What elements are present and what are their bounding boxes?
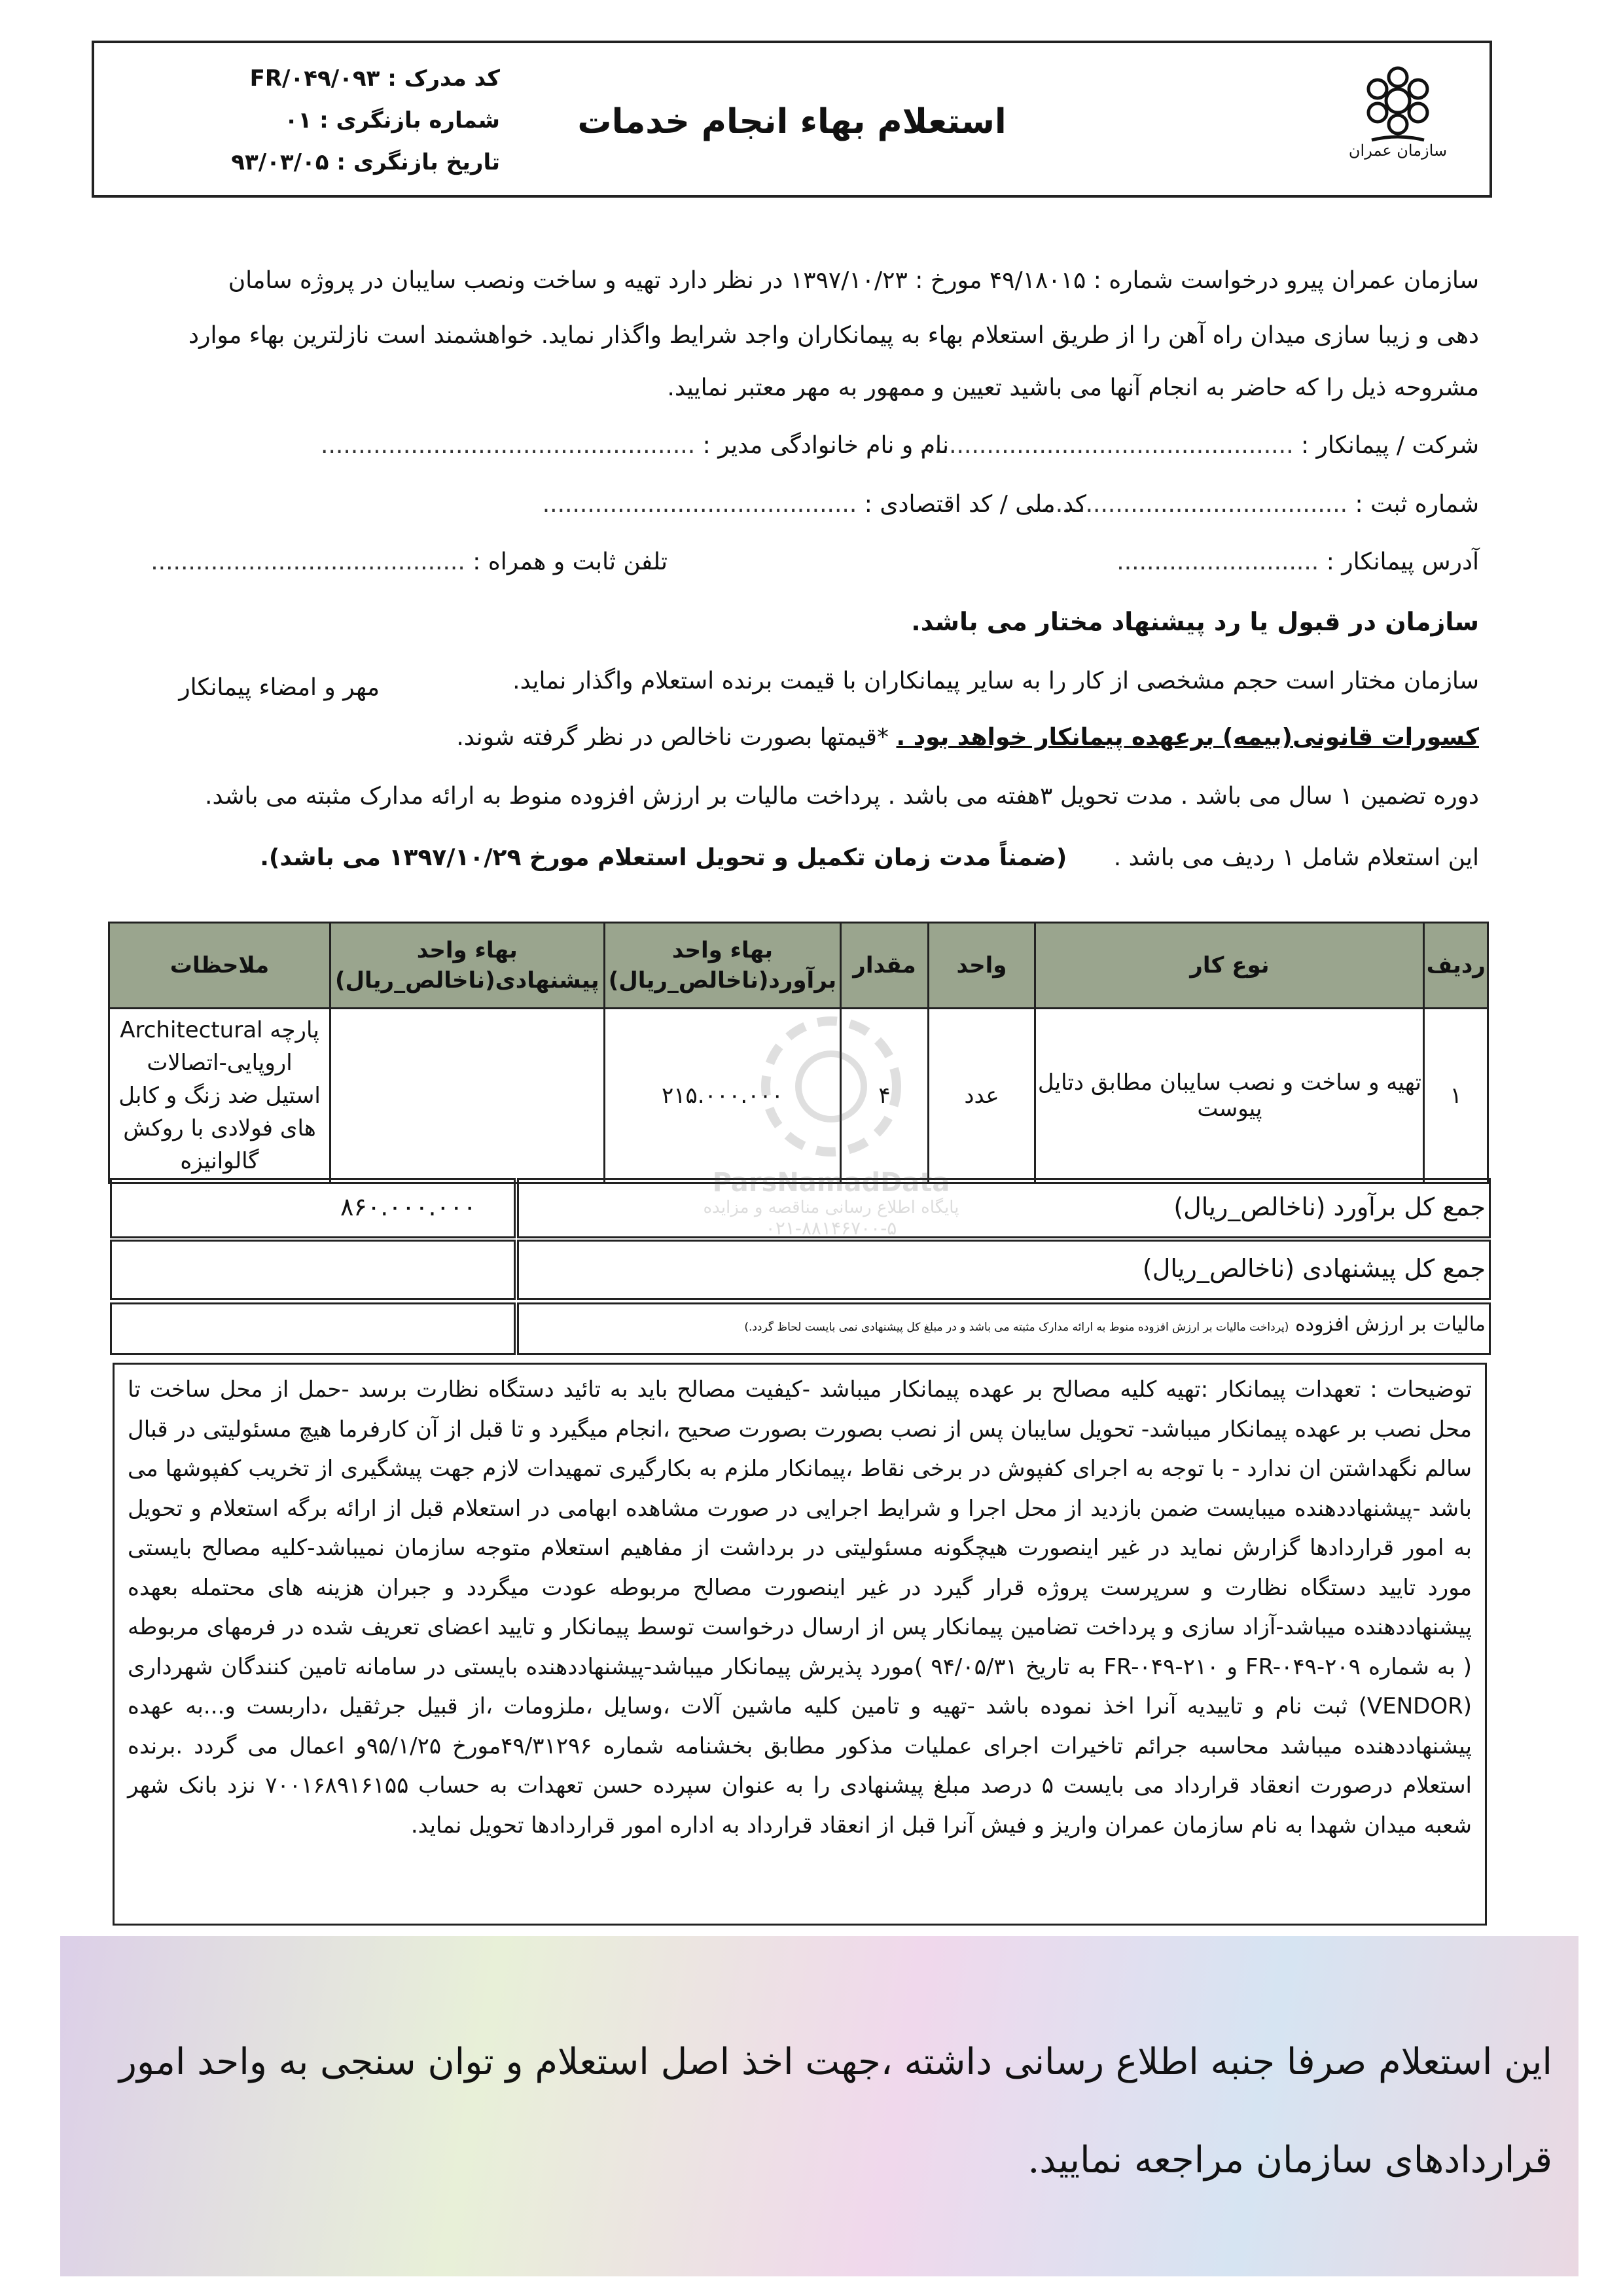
cell-row-number: ۱ (1424, 1009, 1488, 1183)
estimated-total-label: جمع کل برآورد (ناخالص_ریال) (1173, 1193, 1486, 1221)
revision-date-value: ۹۳/۰۳/۰۵ (231, 149, 329, 175)
doc-code-label: کد مدرک : (387, 65, 500, 92)
intro-line-1: سازمان عمران پیرو درخواست شماره : ۴۹/۱۸۰۱۵ مورخ : ۱۳۹۷/۱۰/۲۳ در نظر دارد تهیه و ساخت ونصب سایبان در پروژه سامان (228, 267, 1479, 294)
volume-note: سازمان مختار است حجم مشخصی از کار را به سایر پیمانکاران با قیمت برنده استعلام واگذار نماید. (512, 668, 1479, 694)
cell-offered-price[interactable] (330, 1009, 604, 1183)
document-title: استعلام بهاء انجام خدمات (577, 102, 1007, 141)
cell-work-type: تهیه و ساخت و نصب سایبان مطابق دتایل پیوست (1035, 1009, 1424, 1183)
vat-label: مالیات بر ارزش افزوده (1294, 1313, 1486, 1336)
rows-count-text: این استعلام شامل ۱ ردیف می باشد . (1113, 844, 1479, 871)
national-code-field (543, 491, 1086, 518)
header-estimated-price: بهاء واحد برآورد(ناخالص_ریال) (604, 923, 841, 1009)
doc-code-row (134, 58, 500, 99)
right-reserved-note: سازمان در قبول یا رد پیشنهاد مختار می باشد. (911, 607, 1479, 636)
logo-caption: سازمان عمران (1348, 141, 1448, 160)
address-field (1116, 548, 1479, 575)
revision-value: ۰۱ (284, 107, 312, 134)
address-label: آدرس پیمانکار : (1326, 548, 1479, 575)
revision-date-label: تاریخ بازنگری : (336, 149, 500, 175)
header-remarks: ملاحظات (109, 923, 330, 1009)
deductions-rest: *قیمتها بصورت ناخالص در نظر گرفته شوند. (456, 724, 889, 751)
offered-total-value-box[interactable] (110, 1240, 516, 1300)
national-code-label: کد ملی / کد اقتصادی : (864, 491, 1086, 518)
doc-code-value: FR/۰۴۹/۰۹۳ (249, 65, 380, 92)
document-meta (134, 58, 500, 183)
header-unit: واحد (928, 923, 1035, 1009)
watermark-caption: پایگاه اطلاع رسانی مناقصه و مزایده (703, 1198, 959, 1217)
header-quantity: مقدار (841, 923, 928, 1009)
deductions-bold: کسورات قانونی(بیمه) برعهده پیمانکار خواهد بود . (896, 724, 1479, 751)
estimated-total-value: ۸۶۰.۰۰۰.۰۰۰ (340, 1193, 476, 1221)
revision-label: شماره بازنگری : (319, 107, 500, 134)
notes-text: توضیحات : تعهدات پیمانکار :تهیه کلیه مصالح بر عهده پیمانکار میباشد -کیفیت مصالح باید به تائید دستگاه نظارت برسد -حمل از محل ساخت تا محل نصب بر عهده پیمانکار میباشد- تحویل سایبان پس از نصب بصورت بصورت صحیح ،انجام میگیرد و تا قبل از آن کارفرما هیچ مسئولیتی در قبال سالم نگهداشتن ان ندارد - با توجه به اجرای کفپوش در برخی نقاط ،پیمانکار ملزم به بکارگیری تمهیدات لازم جهت پیشگیری از تخریب کفپوشها می باشد -پیشنهاددهنده میبایست ضمن بازدید از محل اجرا و شرایط اجرایی در صورت مشاهده ابهامی در استعلام قبل از ارائه برگه استعلام و تحویل به امور قراردادها گزارش نماید در غیر اینصورت هیچگونه مسئولیتی در برداشت از مفاهیم استعلام متوجه سازمان نمیباشد-کلیه مصالح بایستی مورد تایید دستگاه نظارت و سرپرست پروژه قرار گیرد در غیر اینصورت مصالح مربوطه عودت میگردد و جبران هزینه های محتمله بعهده پیشنهاددهنده میباشد-آزاد سازی و پرداخت تضامین پیمانکار پس از ارسال درخواست توسط پیمانکار و تایید اعضای تعریف شده در فرمهای مربوطه ( به شماره FR-۰۴۹-۲۰۹ و FR-۰۴۹-۲۱۰ به تاریخ ۹۴/۰۵/۳۱ )مورد پذیرش پیمانکار میباشد-پیشنهاددهنده بایستی در سامانه تامین کنندگان شهرداری (VENDOR) ثبت نام و تاییدیه آنرا اخذ نموده باشد -تهیه و تامین کلیه ماشین آلات ،وسایل ،ملزومات ،از قبیل جرثقیل ،داربست و...به عهده پیشنهاددهنده میباشد محاسبه جرائم تاخیرات اجرای عملیات مذکور مطابق بخشنامه شماره ۴۹/۳۱۲۹۶مورخ ۹۵/۱/۲۵و اعمال می گردد .برنده استعلام درصورت انعقاد قرارداد می بایست ۵ درصد مبلغ پیشنهادی را به عنوان سپرده حسن تعهدات به حساب ۷۰۰۱۶۸۹۱۶۱۵۵ نزد بانک شهر شعبه میدان شهدا به نام سازمان عمران واریز و فیش آنرا قبل از انعقاد قرارداد به اداره امور قراردادها تحویل نماید. (128, 1376, 1472, 1839)
info-stamp-footer (60, 1936, 1578, 2276)
cell-unit: عدد (928, 1009, 1035, 1183)
registration-dots: .......................................... (1033, 491, 1348, 518)
phone-field (151, 548, 668, 575)
company-label: شرکت / پیمانکار : (1300, 432, 1479, 459)
vat-note: (پرداخت مالیات بر ارزش افزوده منوط به ارائه مدارک مثبته می باشد و در مبلغ کل پیشنهادی نمی بایست لحاظ گردد.) (744, 1321, 1289, 1334)
guarantee-note: دوره تضمین ۱ سال می باشد . مدت تحویل ۳هفته می باشد . پرداخت مالیات بر ارزش افزوده منوط به ارائه مدارک مثبته می باشد. (205, 783, 1479, 810)
phone-label: تلفن ثابت و همراه : (473, 548, 668, 575)
cell-remarks: پارچه Architectural اروپایی-اتصالات استیل ضد زنگ و کابل های فولادی با روکش گالوانیزه (109, 1009, 330, 1183)
cell-quantity: ۴ (841, 1009, 928, 1183)
national-code-dots: .......................................... (542, 491, 857, 518)
company-field (919, 432, 1479, 459)
intro-line-2: دهی و زیبا سازی میدان راه آهن را از طریق استعلام بهاء به پیمانکاران واجد شرایط واگذار نماید. خواهشمند است نازلترین بهاء موارد (188, 322, 1479, 349)
phone-dots: .......................................... (151, 548, 465, 575)
table-header-row (109, 923, 1488, 1009)
manager-field (321, 432, 949, 459)
document-header (92, 41, 1492, 198)
header-offered-price: بهاء واحد پیشنهادی(ناخالص_ریال) (330, 923, 604, 1009)
manager-label: نام و نام خانوادگی مدیر : (702, 432, 949, 459)
cell-estimated-price: ۲۱۵.۰۰۰.۰۰۰ (604, 1009, 841, 1183)
signature-label: مهر و امضاء پیمانکار (179, 674, 380, 701)
revision-date-row (134, 141, 500, 183)
footer-text (86, 2013, 1552, 2210)
intro-line-3: مشروحه ذیل را که حاضر به انجام آنها می باشید تعیین و ممهور به مهر معتبر نمایید. (667, 374, 1479, 401)
rows-count-note (260, 844, 1479, 871)
deductions-note (456, 724, 1479, 751)
watermark-gear-icon (668, 1001, 995, 1165)
offered-total-label: جمع کل پیشنهادی (ناخالص_ریال) (1142, 1254, 1486, 1283)
company-dots: .................................................. (919, 432, 1294, 459)
watermark-brand: ParsNamadData (712, 1168, 950, 1198)
footer-line-1: این استعلام صرفا جنبه اطلاع رسانی داشته ،جهت اخذ اصل استعلام و توان سنجی به واحد امور (118, 2041, 1552, 2083)
header-work-type: نوع کار (1035, 923, 1424, 1009)
deadline-text: (ضمناً مدت زمان تکمیل و تحویل استعلام مورخ ۱۳۹۷/۱۰/۲۹ می باشد). (260, 844, 1067, 871)
manager-dots: .................................................. (321, 432, 696, 459)
registration-field (1033, 491, 1479, 518)
header-row-number: ردیف (1424, 923, 1488, 1009)
vat-value-box[interactable] (110, 1302, 516, 1355)
revision-row (134, 99, 500, 141)
watermark (668, 1001, 995, 1263)
vat-row (744, 1313, 1486, 1336)
registration-label: شماره ثبت : (1355, 491, 1479, 518)
footer-line-2: قراردادهای سازمان مراجعه نمایید. (1027, 2139, 1552, 2181)
watermark-phone: ۰۲۱-۸۸۱۴۶۷۰۰-۵ (765, 1217, 897, 1239)
notes-box (113, 1363, 1487, 1926)
address-dots: ........................... (1116, 548, 1319, 575)
